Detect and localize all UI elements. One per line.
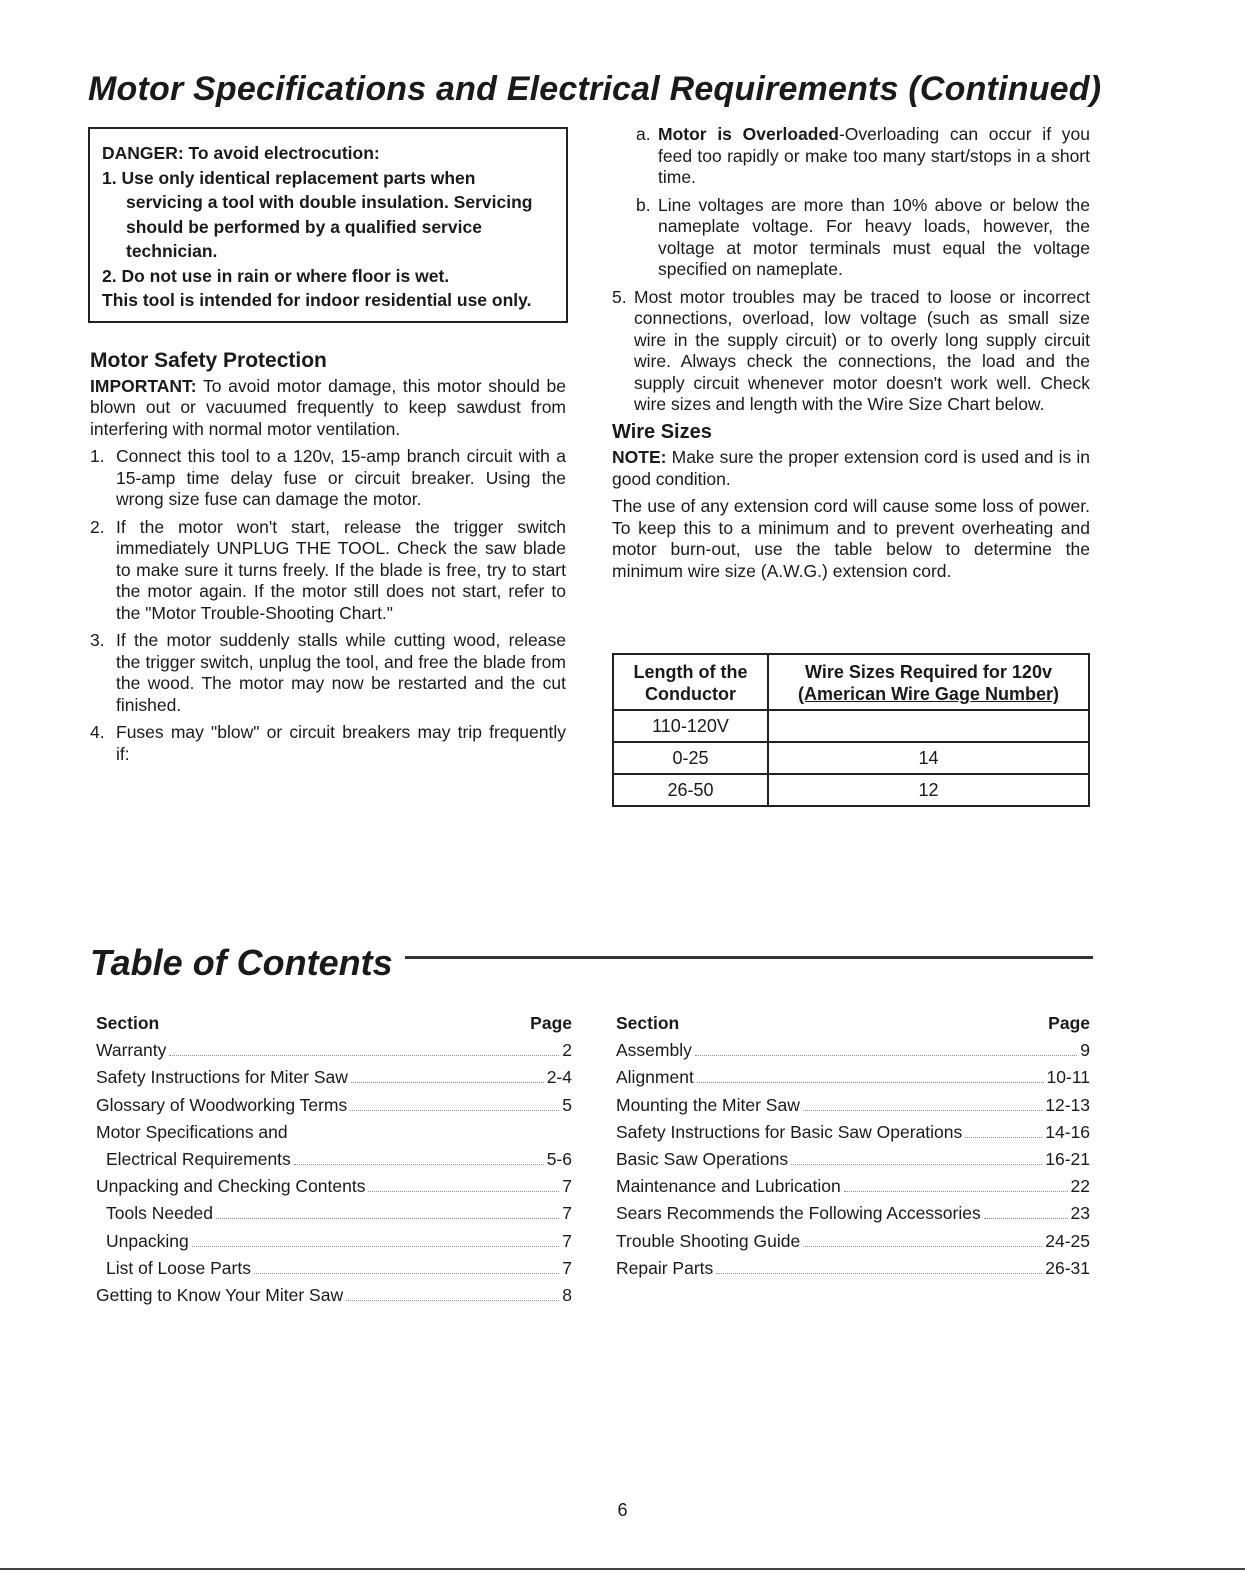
toc-page-label: Page (530, 1013, 572, 1033)
toc-entry-label: Assembly (616, 1040, 692, 1061)
motor-item-4-text: Fuses may "blow" or circuit breakers may trip frequently if: (116, 722, 566, 764)
toc-entry-label: Glossary of Woodworking Terms (96, 1094, 348, 1115)
note-paragraph (612, 447, 1090, 490)
page-number: 6 (617, 1500, 628, 1520)
toc-entry-page: 7 (562, 1257, 572, 1278)
danger-item-2 (102, 264, 554, 289)
motor-item-3 (90, 630, 566, 716)
toc-section-label: Section (96, 1013, 160, 1033)
toc-entry[interactable] (96, 1255, 572, 1282)
sub-item-a-num: a. (636, 124, 651, 144)
toc-entry[interactable] (96, 1092, 572, 1119)
toc-left-header (96, 1010, 572, 1037)
toc-entry[interactable] (96, 1037, 572, 1064)
motor-item-3-text: If the motor suddenly stalls while cutting wood, release the trigger switch, unplug the tool, and free the blade from the wood. The motor may now be restarted and the cut finished. (116, 630, 566, 715)
toc-leader (346, 1300, 559, 1301)
danger-item-2-num: 2. (102, 265, 117, 286)
wire-length-cell: 26-50 (613, 774, 768, 806)
toc-entry-label: Maintenance and Lubrication (616, 1176, 841, 1197)
toc-entry[interactable] (616, 1119, 1090, 1146)
toc-title: Table of Contents (90, 942, 393, 983)
toc-entry[interactable] (616, 1037, 1090, 1064)
motor-item-1 (90, 446, 566, 511)
toc-entry-label: Electrical Requirements (106, 1149, 291, 1170)
toc-entry-page: 16-21 (1045, 1149, 1090, 1170)
motor-item-2 (90, 517, 566, 625)
motor-item-4-num: 4. (90, 722, 105, 742)
wire-table-header (613, 654, 1089, 710)
toc-entry-label: Motor Specifications and (96, 1121, 288, 1142)
toc-entry-page: 24-25 (1045, 1230, 1090, 1251)
toc-entry-page: 7 (562, 1176, 572, 1197)
table-row (613, 742, 1089, 774)
col-size-line2: (American Wire Gage Number) (798, 684, 1059, 704)
note-text: Make sure the proper extension cord is used and is in good condition. (612, 447, 1090, 489)
toc-leader (216, 1218, 559, 1219)
toc-entry-page: 12-13 (1045, 1094, 1090, 1115)
toc-entry-label: Repair Parts (616, 1257, 714, 1278)
important-paragraph (90, 376, 566, 441)
toc-entry[interactable] (616, 1092, 1090, 1119)
toc-leader (169, 1055, 559, 1056)
toc-leader (368, 1191, 559, 1192)
motor-item-5-num: 5. (612, 286, 627, 307)
toc-entry[interactable] (96, 1119, 572, 1146)
toc-entry-label: Alignment (616, 1067, 694, 1088)
wire-table-col-size (768, 654, 1089, 710)
toc-entry-label: Trouble Shooting Guide (616, 1230, 801, 1251)
col-size-line1: Wire Sizes Required for 120v (805, 662, 1052, 682)
table-row (613, 774, 1089, 806)
toc-leader (254, 1273, 559, 1274)
important-label: IMPORTANT: (90, 375, 197, 396)
motor-item-5 (612, 287, 1090, 416)
toc-entry[interactable] (96, 1146, 572, 1173)
note-label: NOTE: (612, 447, 667, 467)
page-title: Motor Specifications and Electrical Requirements (Continued) (88, 70, 1102, 108)
motor-item-2-text: If the motor won't start, release the trigger switch immediately UNPLUG THE TOOL. Check the saw blade to make sure it turns freely. If the blade is free, try to start the motor again. If the motor still does not start, refer to the "Motor Trouble-Shooting Chart." (116, 516, 566, 623)
wire-length-cell: 0-25 (613, 742, 768, 774)
toc-entry-page: 26-31 (1045, 1257, 1090, 1278)
sub-item-b-text: Line voltages are more than 10% above or below the nameplate voltage. For heavy loads, however, the voltage at motor terminals must equal the voltage specified on nameplate. (658, 194, 1090, 279)
toc-entry-page: 2-4 (546, 1067, 572, 1088)
toc-right-column (616, 1010, 1090, 1282)
toc-entry[interactable] (616, 1255, 1090, 1282)
danger-item-1-num: 1. (102, 167, 117, 188)
important-text: To avoid motor damage, this motor should be blown out or vacuumed frequently to keep sawdust from interfering with normal motor ventilation. (90, 375, 566, 439)
motor-item-4 (90, 722, 566, 765)
toc-entry-label: Unpacking (106, 1230, 189, 1251)
toc-right-header (616, 1010, 1090, 1037)
toc-entry-label: Basic Saw Operations (616, 1149, 789, 1170)
toc-entry[interactable] (96, 1173, 572, 1200)
wire-table-col-length (613, 654, 768, 710)
extension-cord-paragraph: The use of any extension cord will cause some loss of power. To keep this to a minimum and to prevent overheating and motor burn-out, use the table below to determine the minimum wire size (A.W.G.) extension cord. (612, 496, 1090, 581)
toc-leader (192, 1246, 560, 1247)
toc-leader (697, 1082, 1044, 1083)
toc-entry-page: 5-6 (546, 1149, 572, 1170)
danger-box (88, 127, 568, 323)
toc-entry[interactable] (616, 1064, 1090, 1091)
toc-entry-page: 22 (1070, 1176, 1090, 1197)
wire-size-cell (768, 710, 1089, 742)
bottom-rule (0, 1568, 1245, 1570)
col-length-line2: Conductor (645, 684, 736, 704)
motor-item-5-text: Most motor troubles may be traced to loose or incorrect connections, overload, low voltage (such as small size wire in the supply circuit) or to overly long supply circuit wire. Always check the connections, the load and the supply circuit whenever motor doesn't work well. Check wire sizes and length with the Wire Size Chart below. (634, 286, 1090, 414)
sub-item-b (612, 195, 1090, 281)
toc-page-label: Page (1048, 1013, 1090, 1033)
toc-entry-page: 7 (562, 1203, 572, 1224)
motor-item-1-num: 1. (90, 446, 105, 466)
toc-section-label: Section (616, 1013, 680, 1033)
table-row (613, 710, 1089, 742)
danger-note: This tool is intended for indoor residential use only. (102, 290, 532, 310)
danger-item-1 (102, 166, 554, 264)
toc-entry-label: Getting to Know Your Miter Saw (96, 1285, 344, 1306)
toc-entry-page: 7 (562, 1230, 572, 1251)
wire-sizes-heading: Wire Sizes (612, 420, 712, 443)
toc-entry-page: 5 (562, 1094, 572, 1115)
toc-entry-page: 14-16 (1045, 1121, 1090, 1142)
toc-entry-label: Unpacking and Checking Contents (96, 1176, 366, 1197)
toc-entry[interactable] (96, 1064, 572, 1091)
toc-leader (695, 1055, 1077, 1056)
toc-entry[interactable] (616, 1146, 1090, 1173)
toc-leader (965, 1137, 1042, 1138)
wire-size-table (612, 653, 1090, 807)
motor-safety-heading: Motor Safety Protection (90, 349, 327, 372)
toc-entry[interactable] (96, 1282, 572, 1309)
toc-entry-page: 9 (1080, 1040, 1090, 1061)
toc-entry-page: 23 (1070, 1203, 1090, 1224)
toc-entry[interactable] (616, 1173, 1090, 1200)
motor-item-1-text: Connect this tool to a 120v, 15-amp branch circuit with a 15-amp time delay fuse or circuit breaker. Using the wrong size fuse can damage the motor. (116, 446, 566, 509)
toc-rule (405, 956, 1093, 959)
wire-length-cell: 110-120V (613, 710, 768, 742)
toc-entry-label: List of Loose Parts (106, 1257, 251, 1278)
motor-item-3-num: 3. (90, 630, 105, 650)
toc-entry[interactable] (616, 1200, 1090, 1227)
toc-entry-label: Safety Instructions for Basic Saw Operations (616, 1121, 963, 1142)
toc-entry[interactable] (96, 1200, 572, 1227)
wire-size-cell: 12 (768, 774, 1089, 806)
danger-heading: DANGER: To avoid electrocution: (102, 143, 380, 163)
toc-entry-label: Warranty (96, 1040, 167, 1061)
sub-item-a-text: -Overloading can occur if you feed too rapidly or make too many start/stops in a short time. (658, 124, 1090, 187)
toc-entry-page: 2 (562, 1040, 572, 1061)
toc-leader (803, 1110, 1042, 1111)
toc-leader (351, 1082, 544, 1083)
toc-leader (294, 1164, 544, 1165)
sub-item-a (612, 124, 1090, 189)
danger-item-1-text: Use only identical replacement parts when servicing a tool with double insulation. Servicing should be performed by a qualified service technician. (121, 167, 533, 261)
sub-item-b-num: b. (636, 194, 651, 215)
toc-entry-label: Safety Instructions for Miter Saw (96, 1067, 348, 1088)
wire-size-cell: 14 (768, 742, 1089, 774)
toc-left-column (96, 1010, 572, 1309)
toc-entry-label: Mounting the Miter Saw (616, 1094, 800, 1115)
sub-item-a-label: Motor is Overloaded (658, 124, 839, 144)
col-length-line1: Length of the (633, 662, 748, 682)
toc-leader (716, 1273, 1042, 1274)
toc-leader (984, 1218, 1068, 1219)
toc-leader (791, 1164, 1042, 1165)
motor-item-2-num: 2. (90, 516, 105, 537)
toc-leader (350, 1110, 559, 1111)
danger-item-2-text: Do not use in rain or where floor is wet. (121, 265, 450, 286)
motor-safety-section (90, 350, 566, 771)
toc-entry[interactable] (616, 1228, 1090, 1255)
toc-entry-label: Tools Needed (106, 1203, 214, 1224)
toc-leader (803, 1246, 1042, 1247)
right-column (612, 120, 1090, 588)
toc-entry-page: 8 (562, 1285, 572, 1306)
toc-leader (844, 1191, 1068, 1192)
toc-entry-page: 10-11 (1046, 1067, 1090, 1088)
toc-entry[interactable] (96, 1228, 572, 1255)
toc-entry-label: Sears Recommends the Following Accessories (616, 1203, 981, 1224)
